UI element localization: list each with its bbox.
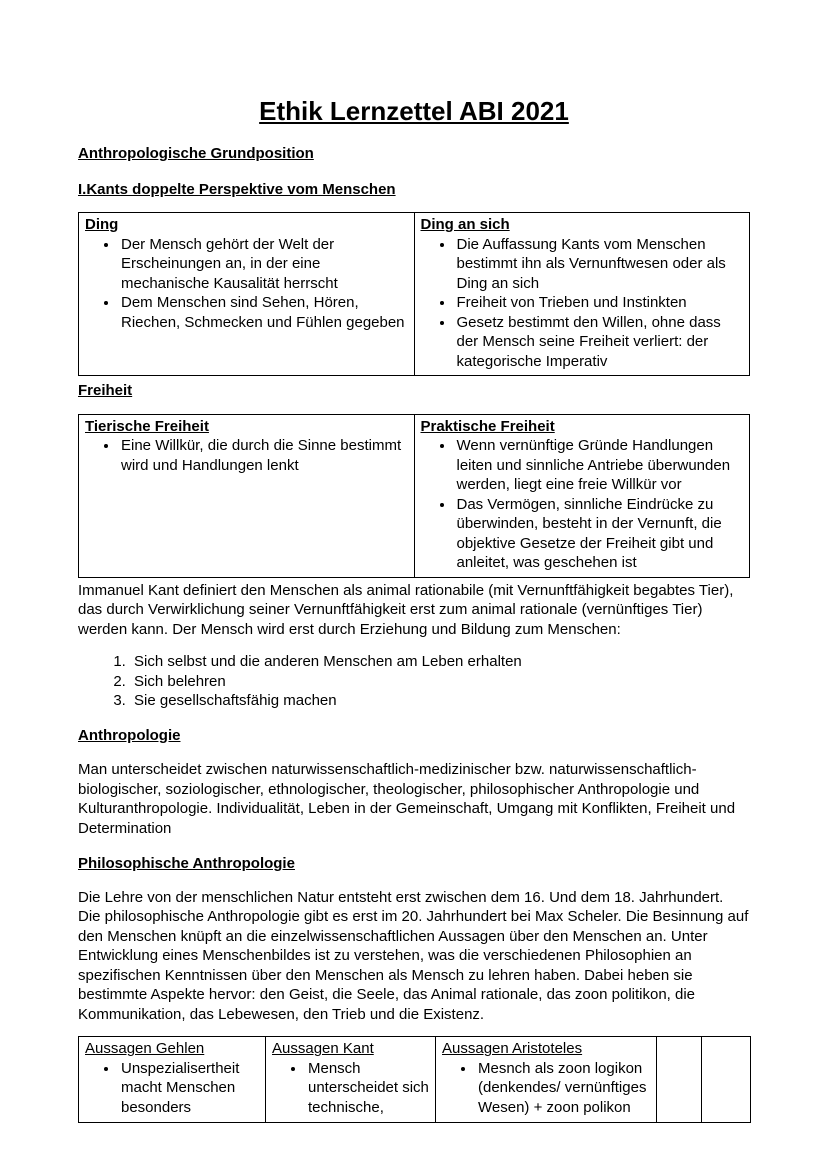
bullet-item: • Die Auffassung Kants vom Menschen bestimmt ihn als Vernunftwesen oder als Ding an sich (455, 235, 744, 294)
bullet-list (421, 235, 744, 372)
bullet-list (421, 436, 744, 573)
bullet-list (442, 1059, 650, 1118)
cell-header-tierische-freiheit: Tierische Freiheit (85, 417, 209, 435)
paragraph-anthropologie: Man unterscheidet zwischen naturwissenschaftlich-medizinischer bzw. naturwissenschaftlich-biologischer, soziologischer, ethnologischer, theologischer, philosophischer Anthropologie und Kulturanthropologie. Individualität, Leben in der Gemeinschaft, Umgang mit Konflikten, Freiheit und Determination (78, 761, 736, 837)
heading-anthropologie: Anthropologie (78, 726, 181, 744)
list-item: 1. Sich selbst und die anderen Menschen am Leben erhalten (130, 652, 750, 672)
heading-anthropologische-grundposition: Anthropologische Grundposition (78, 145, 314, 163)
document-title: Ethik Lernzettel ABI 2021 (259, 96, 569, 126)
bullet-item: • Wenn vernünftige Gründe Handlungen leiten und sinnliche Antriebe überwunden werden, liegt eine freie Willkür vor (455, 436, 744, 495)
cell-aussagen-kant (266, 1037, 436, 1123)
cell-header-aussagen-kant: Aussagen Kant (272, 1040, 374, 1058)
bullet-list (85, 235, 408, 333)
cell-header-aussagen-aristoteles: Aussagen Aristoteles (442, 1040, 583, 1058)
cell-empty-1 (657, 1037, 702, 1123)
cell-empty-2 (702, 1037, 751, 1123)
bullet-item: • Der Mensch gehört der Welt der Erscheinungen an, in der eine mechanische Kausalität herrscht (119, 235, 408, 294)
table-aussagen (78, 1036, 751, 1123)
bullet-item: • Mesnch als zoon logikon (denkendes/ vernünftiges Wesen) + zoon polikon (476, 1059, 650, 1118)
table-freiheit (78, 414, 750, 578)
table-ding (78, 212, 750, 376)
cell-aussagen-gehlen (79, 1037, 266, 1123)
bullet-item: • Mensch unterscheidet sich technische, (306, 1059, 429, 1118)
bullet-list (272, 1059, 429, 1118)
heading-philosophische-anthropologie: Philosophische Anthropologie (78, 855, 295, 873)
table-row (79, 1037, 751, 1123)
cell-aussagen-aristoteles (436, 1037, 657, 1123)
numbered-list-erziehung (78, 652, 750, 711)
bullet-item: • Unspezialisertheit macht Menschen besonders (119, 1059, 259, 1118)
bullet-item: • Das Vermögen, sinnliche Eindrücke zu überwinden, besteht in der Vernunft, die objektive Gesetze der Freiheit gibt und anleitet, was geschehen ist (455, 495, 744, 573)
heading-kants-doppelte-perspektive: I.Kants doppelte Perspektive vom Menschen (78, 180, 396, 198)
cell-header-praktische-freiheit: Praktische Freiheit (420, 417, 555, 435)
bullet-list (85, 436, 408, 475)
table-row (79, 414, 750, 577)
cell-praktische-freiheit (414, 414, 750, 577)
cell-ding (79, 213, 415, 376)
bullet-item: • Eine Willkür, die durch die Sinne bestimmt wird und Handlungen lenkt (119, 436, 408, 475)
list-item: 2. Sich belehren (130, 672, 750, 692)
paragraph-philosophische-anthropologie: Die Lehre von der menschlichen Natur entsteht erst zwischen dem 16. Und dem 18. Jahrhundert. Die philosophische Anthropologie gibt es erst im 20. Jahrhundert bei Max Scheler. Die Besinnung auf den Menschen knüpft an die einzelwissenschaftlichen Aussagen über den Menschen an. Unter Entwicklung eines Menschenbildes ist zu verstehen, was die verschiedenen Philosophien an spezifischen Kenntnissen über den Menschen als Mensch zu lehren haben. Dabei heben sie bestimmte Aspekte hervor: den Geist, die Seele, das Animal rationale, das zoon politikon, die Kommunikation, das Lebewesen, den Trieb und die Existenz. (78, 888, 749, 1023)
list-item: 3. Sie gesellschaftsfähig machen (130, 691, 750, 711)
cell-tierische-freiheit (79, 414, 415, 577)
bullet-item: • Dem Menschen sind Sehen, Hören, Riechen, Schmecken und Fühlen gegeben (119, 293, 408, 332)
heading-freiheit: Freiheit (78, 382, 133, 400)
cell-header-ding: Ding (85, 216, 119, 234)
table-row (79, 213, 750, 376)
bullet-list (85, 1059, 259, 1118)
bullet-item: • Gesetz bestimmt den Willen, ohne dass der Mensch seine Freiheit verliert: der kategorische Imperativ (455, 313, 744, 372)
paragraph-kant-definition: Immanuel Kant definiert den Menschen als animal rationabile (mit Vernunftfähigkeit begabtes Tier), das durch Verwirklichung seiner Vernunftfähigkeit erst zum animal rationale (vernünftiges Tier) werden kann. Der Mensch wird erst durch Erziehung und Bildung zum Menschen: (78, 581, 734, 638)
bullet-item: • Freiheit von Trieben und Instinkten (455, 293, 744, 313)
cell-header-ding-an-sich: Ding an sich (420, 216, 510, 234)
cell-ding-an-sich (414, 213, 750, 376)
cell-header-aussagen-gehlen: Aussagen Gehlen (85, 1040, 205, 1058)
